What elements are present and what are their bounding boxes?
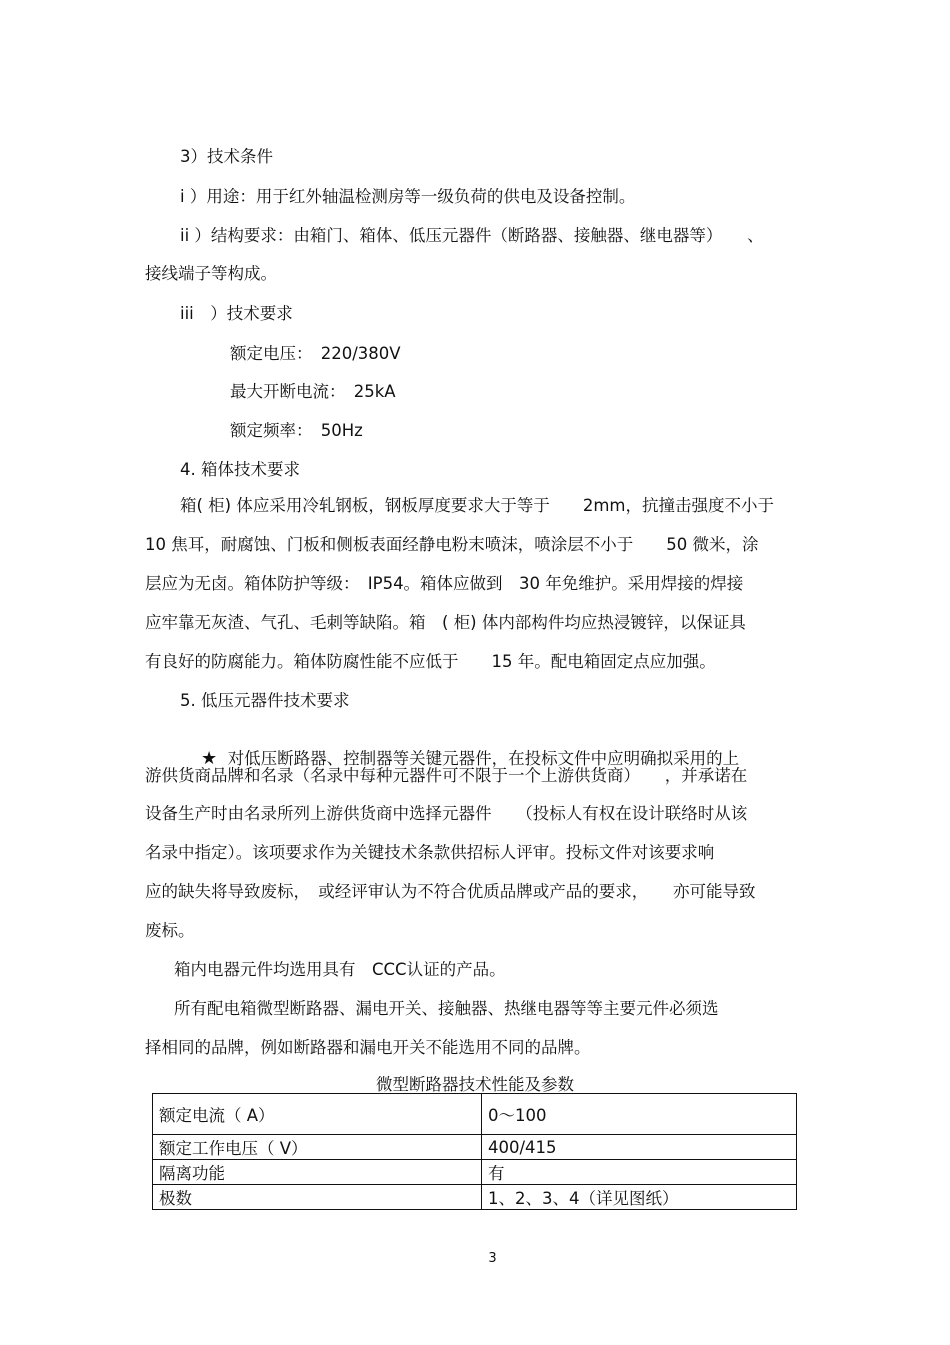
text-line: 3）技术条件: [180, 147, 273, 166]
spec-line: 额定频率： 50Hz: [230, 421, 363, 440]
table-cell: 额定工作电压（ V）: [153, 1135, 482, 1160]
text-line: iii ）技术要求: [180, 304, 293, 323]
table-cell: 额定电流（ A）: [153, 1094, 482, 1135]
text-line: 层应为无卤。箱体防护等级： IP54。箱体应做到 30 年免维护。采用焊接的焊接: [145, 574, 744, 593]
text-line: 游供货商品牌和名录（名录中每种元器件可不限于一个上游供货商） ，并承诺在: [145, 766, 748, 785]
section-heading: 5. 低压元器件技术要求: [180, 691, 350, 710]
text-line: 废标。: [145, 921, 195, 940]
text-line: 应的缺失将导致废标， 或经评审认为不符合优质品牌或产品的要求， 亦可能导致: [145, 882, 756, 901]
text-line: 设备生产时由名录所列上游供货商中选择元器件 （投标人有权在设计联络时从该: [145, 804, 748, 823]
text-line: 箱内电器元件均选用具有 CCC认证的产品。: [174, 960, 506, 979]
table-row: [153, 1160, 797, 1185]
text-line: 名录中指定）。该项要求作为关键技术条款供招标人评审。投标文件对该要求响: [145, 843, 715, 862]
text-line: 应牢靠无灰渣、气孔、毛刺等缺陷。箱 ( 柜) 体内部构件均应热浸镀锌，以保证具: [145, 613, 746, 632]
text-line: 10 焦耳，耐腐蚀、门板和侧板表面经静电粉末喷沫，喷涂层不小于 50 微米，涂: [145, 535, 759, 554]
table-row: [153, 1094, 797, 1135]
text-line: 箱( 柜) 体应采用冷轧钢板，钢板厚度要求大于等于 2mm，抗撞击强度不小于: [180, 496, 775, 515]
table-cell: 400/415: [482, 1135, 797, 1160]
star-icon: ★: [200, 748, 218, 769]
page-number: 3: [488, 1251, 497, 1266]
spec-line: 额定电压： 220/380V: [230, 344, 401, 363]
table-cell: 隔离功能: [153, 1160, 482, 1185]
table-row: [153, 1135, 797, 1160]
text-line: 所有配电箱微型断路器、漏电开关、接触器、热继电器等等主要元件必须选: [174, 999, 719, 1018]
text-line: i ）用途：用于红外轴温检测房等一级负荷的供电及设备控制。: [180, 187, 636, 206]
text-line: ii ）结构要求：由箱门、箱体、低压元器件（断路器、接触器、继电器等） 、: [180, 226, 764, 245]
spec-table: [152, 1093, 797, 1210]
table-row: [153, 1185, 797, 1210]
table-cell: 0～100: [482, 1094, 797, 1135]
table-cell: 1、2、3、4（详见图纸）: [482, 1185, 797, 1210]
table-caption: 微型断路器技术性能及参数: [376, 1075, 574, 1094]
table-cell: 有: [482, 1160, 797, 1185]
text-line: 有良好的防腐能力。箱体防腐性能不应低于 15 年。配电箱固定点应加强。: [145, 652, 716, 671]
spec-line: 最大开断电流： 25kA: [230, 382, 396, 401]
text-line: 择相同的品牌，例如断路器和漏电开关不能选用不同的品牌。: [145, 1038, 591, 1057]
text-line: 接线端子等构成。: [145, 264, 277, 283]
text-span: 对低压断路器、控制器等关键元器件，在投标文件中应明确拟采用的上: [227, 749, 740, 768]
table-cell: 极数: [153, 1185, 482, 1210]
section-heading: 4. 箱体技术要求: [180, 460, 300, 479]
